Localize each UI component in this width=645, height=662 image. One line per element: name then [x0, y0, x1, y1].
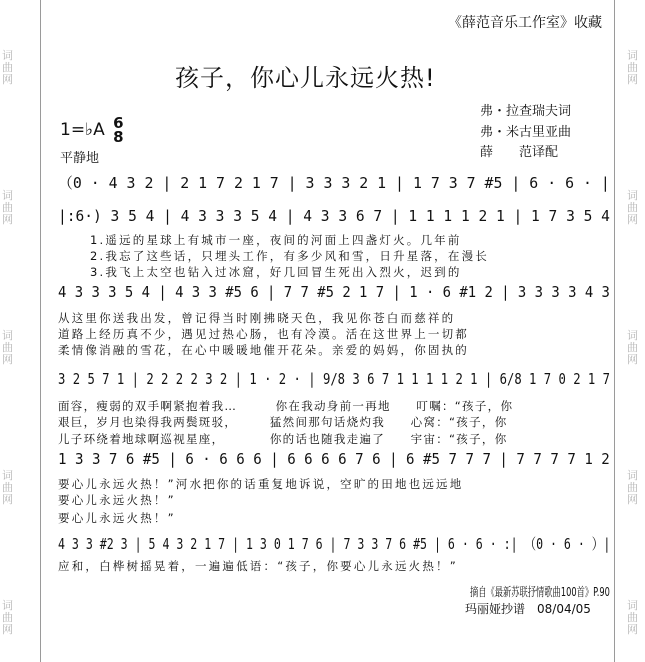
system5-lyric-1: 应和，白桦树摇晃着，一遍遍低语：“孩子，你要心儿永远火热！” [58, 559, 458, 573]
source-note: 摘自《最新苏联抒情歌曲100首》P.90 [470, 585, 610, 599]
system3-lyric-3: 儿子环绕着地球啊巡视星座， 你的话也随我走遍了 宇宙：“孩子，你 [58, 432, 508, 446]
system2-lyric-1: 从这里你送我出发，曾记得当时刚拂晓天色，我见你苍白而慈祥的 [58, 311, 456, 325]
system3-notes: 3 2 5 7 1 | 2 2 2 2 3 2 | 1 · 2 · | 9/8 3 6 7 1 1 1 1 2 1 | 6/8 1 7 0 2 1 7 [58, 370, 611, 388]
watermark-text: 词曲网 [2, 189, 13, 226]
system4-lyric-2: 要心儿永远火热！” [58, 493, 176, 507]
system5-notes: 4 3 3 #2 3 | 5 4 3 2 1 7 | 1 3 0 1 7 6 | 7 3 3 7 6 #5 | 6 · 6 · :| （0 · 6 · ）| [58, 535, 611, 553]
lyricist-credit: 弗・拉查瑞夫词 [480, 104, 572, 119]
tempo-marking: 平静地 [60, 151, 100, 166]
system2-lyric-3: 柔情像消融的雪花，在心中暖暖地催开花朵。亲爱的妈妈，你固执的 [58, 343, 469, 357]
system4-notes: 1 3 3 7 6 #5 | 6 · 6 6 6 | 6 6 6 6 7 6 | 6 #5 7 7 7 | 7 7 7 7 1 2 [58, 450, 610, 468]
system1-notes: |:6·) 3 5 4 | 4 3 3 3 5 4 | 4 3 3 6 7 | 1 1 1 1 2 1 | 1 7 3 5 4 [58, 207, 610, 225]
left-border-line [40, 0, 41, 662]
time-signature [113, 116, 123, 144]
system1-lyric-3: 3.我飞上太空也钻入过冰窟，好几回冒生死出入烈火，迟到的 [90, 265, 462, 279]
watermark-text: 词曲网 [2, 599, 13, 636]
watermark-text: 词曲网 [627, 469, 638, 506]
system2-notes: 4 3 3 3 5 4 | 4 3 3 #5 6 | 7 7 #5 2 1 7 | 1 · 6 #1 2 | 3 3 3 3 4 3 [58, 283, 610, 301]
translator-credit: 薛 范译配 [480, 145, 559, 160]
watermark-text: 词曲网 [627, 329, 638, 366]
system3-lyric-1: 面容，瘦弱的双手啊紧抱着我… 你在我动身前一再地 叮嘱：“孩子，你 [58, 399, 514, 413]
collection-note: 《薛范音乐工作室》收藏 [448, 15, 602, 31]
key-prefix: 1=♭A [60, 120, 105, 140]
song-title: 孩子，你心儿永远火热! [175, 64, 436, 92]
system1-lyric-1: 1.遥远的星球上有城市一座，夜间的河面上四盏灯火。几年前 [90, 233, 462, 247]
copier-note: 玛丽娅抄谱 08/04/05 [465, 602, 591, 616]
watermark-text: 词曲网 [627, 49, 638, 86]
watermark-text: 词曲网 [2, 469, 13, 506]
system4-lyric-3: 要心儿永远火热！” [58, 511, 176, 525]
watermark-text: 词曲网 [627, 189, 638, 226]
system4-lyric-1: 要心儿永远火热！”河水把你的话重复地诉说，空旷的田地也远远地 [58, 477, 464, 491]
system1-lyric-2: 2.我忘了这些话，只埋头工作，有多少风和雪，日升星落，在漫长 [90, 249, 489, 263]
time-top: 6 [113, 114, 124, 132]
key-signature [60, 116, 124, 144]
composer-credit: 弗・米古里亚曲 [480, 125, 572, 140]
watermark-text: 词曲网 [627, 599, 638, 636]
system2-lyric-2: 道路上经历真不少，遇见过热心肠，也有冷漠。活在这世界上一切都 [58, 327, 469, 341]
time-bottom: 8 [113, 128, 124, 146]
watermark-text: 词曲网 [2, 329, 13, 366]
right-border-line [614, 0, 615, 662]
watermark-text: 词曲网 [2, 49, 13, 86]
system3-lyric-2: 艰巨，岁月也染得我两鬓斑驳， 猛然间那句话烧灼我 心窝：“孩子，你 [58, 415, 508, 429]
intro-notes: （0 · 4 3 2 | 2 1 7 2 1 7 | 3 3 3 2 1 | 1 7 3 7 #5 | 6 · 6 · | [58, 174, 610, 192]
